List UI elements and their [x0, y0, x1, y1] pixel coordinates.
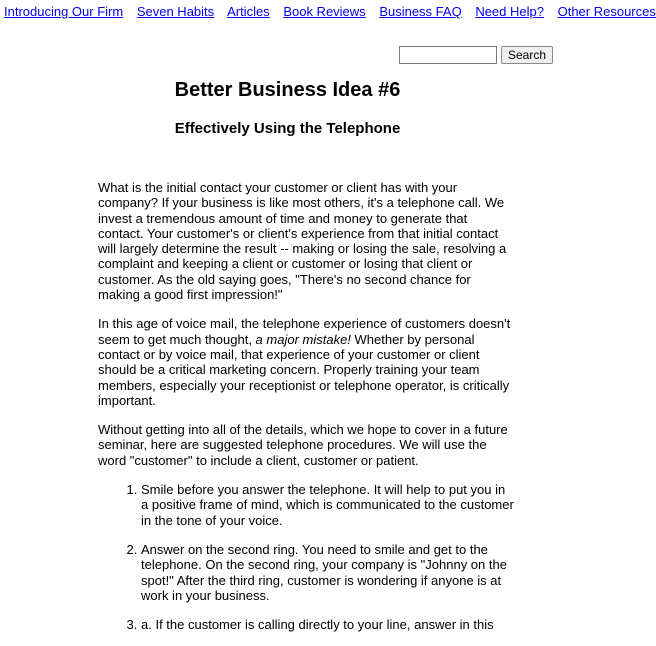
nav-link-introducing-our-firm[interactable]: Introducing Our Firm — [4, 4, 124, 19]
nav-link-articles[interactable]: Articles — [227, 4, 270, 19]
nav-link-business-faq[interactable]: Business FAQ — [379, 4, 462, 19]
paragraph-intro: What is the initial contact your customer or client has with your company? If your business is like most others, it's a telephone call. We invest a tremendous amount of time and money to generate that contact. Your customer's or client's experience from that initial contact will largely determine the result -- making or losing the sale, resolving a complaint and keeping a client or customer or losing that client or customer. As the old saying goes, "There's no second chance for making a good first impression!" — [98, 180, 507, 303]
paragraph-procedures-intro: Without getting into all of the details, which we hope to cover in a future seminar, here are suggested telephone procedures. We will use the word "customer" to include a client, customer or patient. — [98, 422, 508, 468]
top-navigation — [4, 4, 656, 19]
list-item: 1. Smile before you answer the telephone. It will help to put you in a positive frame of mind, which is communicated to the customer in the tone of your voice. — [141, 482, 516, 528]
search-input[interactable] — [399, 46, 497, 64]
list-item: 3. a. If the customer is calling directly to your line, answer in this — [141, 617, 516, 632]
search-button[interactable]: Search — [501, 46, 553, 64]
list-item: 2. Answer on the second ring. You need to smile and get to the telephone. On the second ring, your company is "Johnny on the spot!" After the third ring, customer is wondering if anyone is at work in your business. — [141, 542, 516, 603]
nav-link-other-resources[interactable]: Other Resources — [557, 4, 656, 19]
emphasis-major-mistake: a major mistake! — [255, 331, 351, 347]
nav-link-seven-habits[interactable]: Seven Habits — [136, 4, 215, 19]
article-body — [98, 180, 516, 646]
search-form — [399, 46, 553, 64]
paragraph-voice-mail-text-start: In this age of voice mail, the telephone experience of customers doesn't seem to get much thought, — [98, 316, 511, 347]
paragraph-voice-mail-text-end: Whether by personal contact or by voice mail, that experience of your customer or client should be a critical marketing concern. Properly training your team members, especially your receptionist or telephone operator, is critically important. — [98, 331, 510, 408]
paragraph-voice-mail — [98, 316, 516, 408]
nav-link-need-help[interactable]: Need Help? — [475, 4, 544, 19]
nav-link-book-reviews[interactable]: Book Reviews — [283, 4, 366, 19]
page-subtitle: Effectively Using the Telephone — [174, 120, 401, 137]
procedures-list — [98, 482, 516, 632]
page-title: Better Business Idea #6 — [174, 79, 401, 101]
